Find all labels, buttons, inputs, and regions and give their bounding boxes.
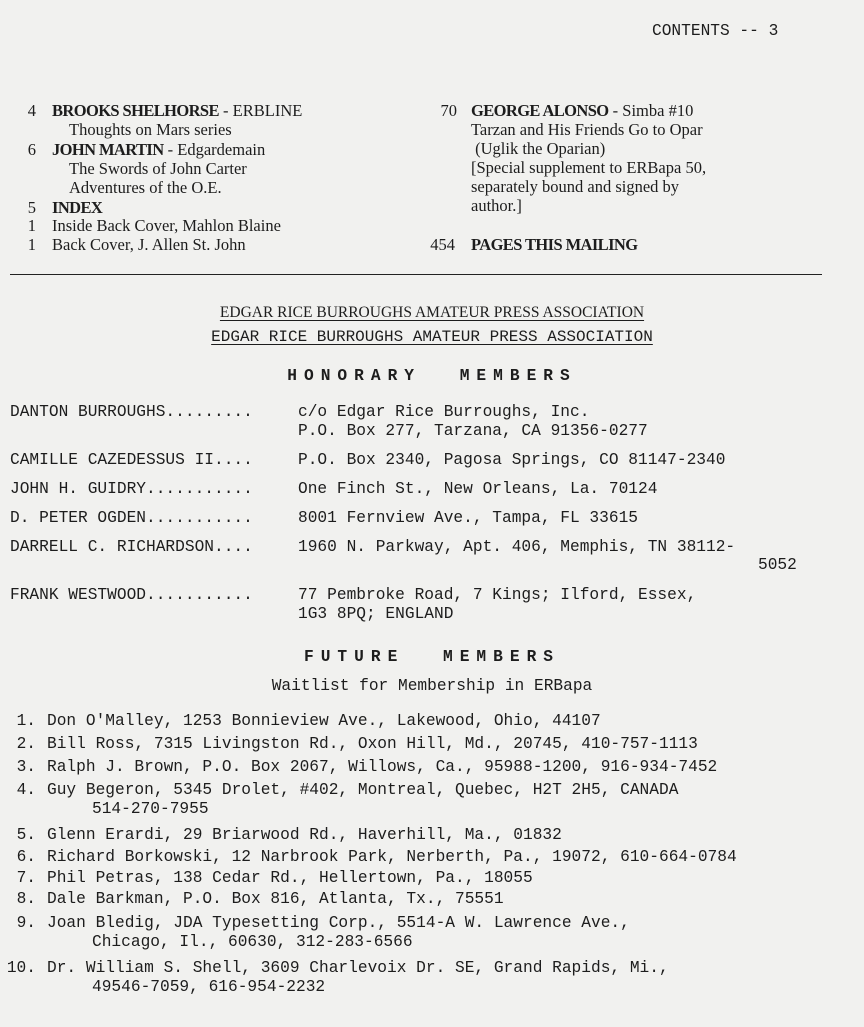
member-address: 77 Pembroke Road, 7 Kings; Ilford, Essex, [298, 586, 697, 604]
member-name: D. PETER OGDEN........... [10, 509, 253, 527]
contents-entry [471, 101, 693, 121]
zine-title: - Edgardemain [163, 140, 266, 159]
list-item-continuation: 49546-7059, 616-954-2232 [92, 978, 326, 996]
list-item: Joan Bledig, JDA Typesetting Corp., 5514-A W. Lawrence Ave., [47, 914, 630, 932]
author-name: INDEX [52, 198, 103, 217]
list-number: 6. [16, 848, 36, 866]
author-name: GEORGE ALONSO [471, 101, 609, 120]
list-number: 5. [16, 826, 36, 844]
page-label: CONTENTS -- 3 [652, 22, 779, 40]
zine-title: Inside Back Cover, Mahlon Blaine [52, 216, 281, 235]
list-item: Glenn Erardi, 29 Briarwood Rd., Haverhill, Ma., 01832 [47, 826, 562, 844]
zine-title: - Simba #10 [608, 101, 694, 120]
contents-entry [52, 140, 265, 160]
member-address: 1960 N. Parkway, Apt. 406, Memphis, TN 38112- [298, 538, 736, 556]
page-count: 1 [27, 216, 36, 235]
contents-entry [52, 101, 302, 121]
future-heading [0, 648, 864, 666]
entry-detail: separately bound and signed by [471, 177, 680, 196]
association-title: EDGAR RICE BURROUGHS AMATEUR PRESS ASSOCIATION [211, 328, 653, 346]
page-count: 4 [27, 101, 36, 120]
entry-detail: Adventures of the O.E. [69, 178, 222, 197]
list-number: 2. [16, 735, 36, 753]
member-name: DANTON BURROUGHS......... [10, 403, 253, 421]
member-name: DARRELL C. RICHARDSON.... [10, 538, 253, 556]
list-item: Dale Barkman, P.O. Box 816, Atlanta, Tx., 75551 [47, 890, 504, 908]
honorary-heading [0, 367, 864, 385]
list-number: 9. [16, 914, 36, 932]
entry-detail: Thoughts on Mars series [69, 120, 232, 139]
member-address: P.O. Box 2340, Pagosa Springs, CO 81147-2340 [298, 451, 726, 469]
list-item: Dr. William S. Shell, 3609 Charlevoix Dr. SE, Grand Rapids, Mi., [47, 959, 669, 977]
entry-detail: Tarzan and His Friends Go to Opar [471, 120, 703, 139]
member-address: P.O. Box 277, Tarzana, CA 91356-0277 [298, 422, 648, 440]
member-name: CAMILLE CAZEDESSUS II.... [10, 451, 253, 469]
list-number: 1. [16, 712, 36, 730]
entry-detail: The Swords of John Carter [69, 159, 247, 178]
entry-detail: author.] [471, 196, 522, 215]
list-item: Richard Borkowski, 12 Narbrook Park, Nerberth, Pa., 19072, 610-664-0784 [47, 848, 737, 866]
member-address: 5052 [758, 556, 797, 574]
author-name: JOHN MARTIN [52, 140, 164, 159]
list-number: 4. [16, 781, 36, 799]
entry-detail: (Uglik the Oparian) [471, 139, 606, 158]
section-divider [10, 274, 822, 275]
member-name: FRANK WESTWOOD........... [10, 586, 253, 604]
member-address: 8001 Fernview Ave., Tampa, FL 33615 [298, 509, 638, 527]
list-number: 3. [16, 758, 36, 776]
member-address: One Finch St., New Orleans, La. 70124 [298, 480, 658, 498]
list-number: 10. [6, 959, 36, 977]
entry-detail: [Special supplement to ERBapa 50, [471, 158, 707, 177]
page-count: 6 [27, 140, 36, 159]
future-heading-text: FUTURE MEMBERS [304, 648, 560, 666]
list-item: Ralph J. Brown, P.O. Box 2067, Willows, Ca., 95988-1200, 916-934-7452 [47, 758, 718, 776]
association-title-serif: EDGAR RICE BURROUGHS AMATEUR PRESS ASSOCIATION [219, 304, 645, 321]
list-item: Guy Begeron, 5345 Drolet, #402, Montreal, Quebec, H2T 2H5, CANADA [47, 781, 679, 799]
member-name: JOHN H. GUIDRY........... [10, 480, 253, 498]
total-pages: 454 [430, 235, 455, 254]
future-subheading: Waitlist for Membership in ERBapa [271, 677, 593, 695]
author-name: BROOKS SHELHORSE [52, 101, 219, 120]
zine-title: Back Cover, J. Allen St. John [52, 235, 246, 254]
list-item-continuation: Chicago, Il., 60630, 312-283-6566 [92, 933, 413, 951]
page-count: 5 [27, 198, 36, 217]
total-label: PAGES THIS MAILING [471, 235, 638, 254]
member-address: 1G3 8PQ; ENGLAND [298, 605, 454, 623]
list-item: Don O'Malley, 1253 Bonnieview Ave., Lakewood, Ohio, 44107 [47, 712, 601, 730]
list-number: 8. [16, 890, 36, 908]
page-count: 1 [27, 235, 36, 254]
page-count: 70 [440, 101, 457, 120]
list-item: Phil Petras, 138 Cedar Rd., Hellertown, Pa., 18055 [47, 869, 533, 887]
list-item: Bill Ross, 7315 Livingston Rd., Oxon Hill, Md., 20745, 410-757-1113 [47, 735, 698, 753]
member-address: c/o Edgar Rice Burroughs, Inc. [298, 403, 590, 421]
list-number: 7. [16, 869, 36, 887]
list-item-continuation: 514-270-7955 [92, 800, 209, 818]
zine-title: - ERBLINE [218, 101, 303, 120]
honorary-heading-text: HONORARY MEMBERS [287, 367, 577, 385]
